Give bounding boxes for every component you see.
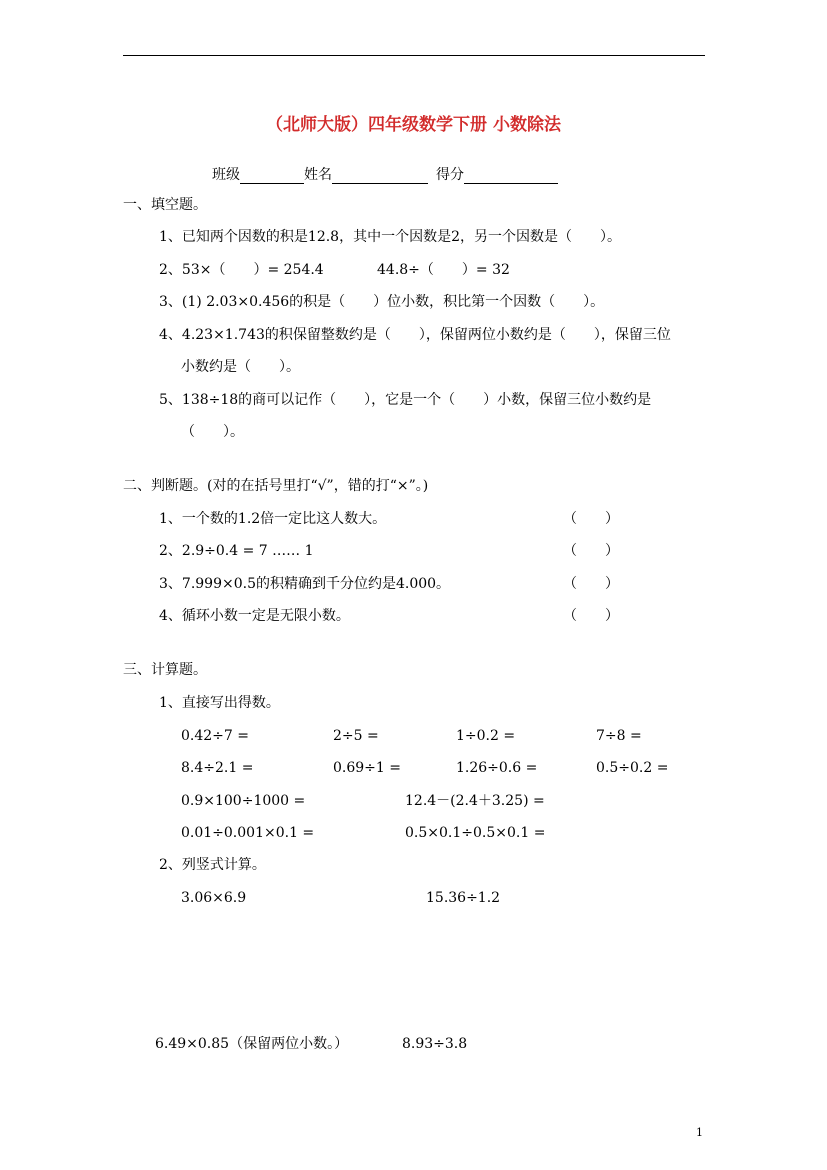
student-info-line bbox=[212, 166, 558, 184]
question-1-2a: 2、53×（ ）= 254.4 bbox=[159, 262, 324, 278]
section-3-heading: 三、计算题。 bbox=[123, 662, 207, 678]
question-1-4b: 小数约是（ ）。 bbox=[181, 359, 300, 375]
class-blank[interactable] bbox=[240, 169, 304, 184]
page-number: 1 bbox=[696, 1126, 703, 1139]
judge-bracket-1[interactable]: （ ） bbox=[563, 511, 619, 527]
header-rule bbox=[123, 55, 705, 56]
calc-item: 0.5×0.1÷0.5×0.1 = bbox=[405, 825, 546, 841]
calc-item: 0.01÷0.001×0.1 = bbox=[181, 825, 315, 841]
calc-sub-2: 2、列竖式计算。 bbox=[159, 857, 266, 873]
question-1-3: 3、(1) 2.03×0.456的积是（ ）位小数，积比第一个因数（ ）。 bbox=[159, 294, 605, 310]
question-1-1: 1、已知两个因数的积是12.8，其中一个因数是2，另一个因数是（ ）。 bbox=[159, 229, 621, 245]
judge-bracket-3[interactable]: （ ） bbox=[563, 576, 619, 592]
calc-item: 8.4÷2.1 = bbox=[181, 760, 254, 776]
vertical-calc-item: 15.36÷1.2 bbox=[426, 890, 501, 906]
judge-bracket-2[interactable]: （ ） bbox=[563, 543, 619, 559]
calc-sub-1: 1、直接写出得数。 bbox=[159, 695, 280, 711]
judge-item-3: 3、7.999×0.5的积精确到千分位约是4.000。 bbox=[159, 576, 451, 592]
calc-item: 0.69÷1 = bbox=[333, 760, 401, 776]
calc-item: 0.9×100÷1000 = bbox=[181, 793, 306, 809]
vertical-calc-item: 6.49×0.85（保留两位小数。） bbox=[155, 1036, 349, 1052]
calc-item: 7÷8 = bbox=[596, 728, 642, 744]
question-1-4a: 4、4.23×1.743的积保留整数约是（ ），保留两位小数约是（ ），保留三位 bbox=[159, 327, 671, 343]
name-label: 姓名 bbox=[304, 167, 332, 183]
score-label: 得分 bbox=[436, 167, 464, 183]
score-blank[interactable] bbox=[464, 169, 558, 184]
judge-item-4: 4、循环小数一定是无限小数。 bbox=[159, 608, 350, 624]
judge-bracket-4[interactable]: （ ） bbox=[563, 608, 619, 624]
section-1-heading: 一、填空题。 bbox=[123, 197, 207, 213]
calc-item: 0.42÷7 = bbox=[181, 728, 249, 744]
question-1-5b: （ ）。 bbox=[181, 424, 244, 440]
judge-item-2: 2、2.9÷0.4 = 7 …… 1 bbox=[159, 543, 314, 559]
calc-item: 1.26÷0.6 = bbox=[456, 760, 538, 776]
calc-item: 12.4－(2.4＋3.25) = bbox=[405, 793, 545, 809]
calc-item: 0.5÷0.2 = bbox=[596, 760, 669, 776]
question-1-2b: 44.8÷（ ）= 32 bbox=[377, 262, 510, 278]
judge-item-1: 1、一个数的1.2倍一定比这人数大。 bbox=[159, 511, 387, 527]
question-1-5a: 5、138÷18的商可以记作（ ），它是一个（ ）小数，保留三位小数约是 bbox=[159, 392, 652, 408]
vertical-calc-item: 8.93÷3.8 bbox=[402, 1036, 468, 1052]
calc-item: 2÷5 = bbox=[333, 728, 379, 744]
name-blank[interactable] bbox=[332, 169, 428, 184]
section-2-heading: 二、判断题。(对的在括号里打“√”，错的打“×”。) bbox=[123, 478, 429, 494]
calc-item: 1÷0.2 = bbox=[456, 728, 516, 744]
vertical-calc-item: 3.06×6.9 bbox=[181, 890, 247, 906]
class-label: 班级 bbox=[212, 167, 240, 183]
page-title: （北师大版）四年级数学下册 小数除法 bbox=[266, 115, 561, 135]
